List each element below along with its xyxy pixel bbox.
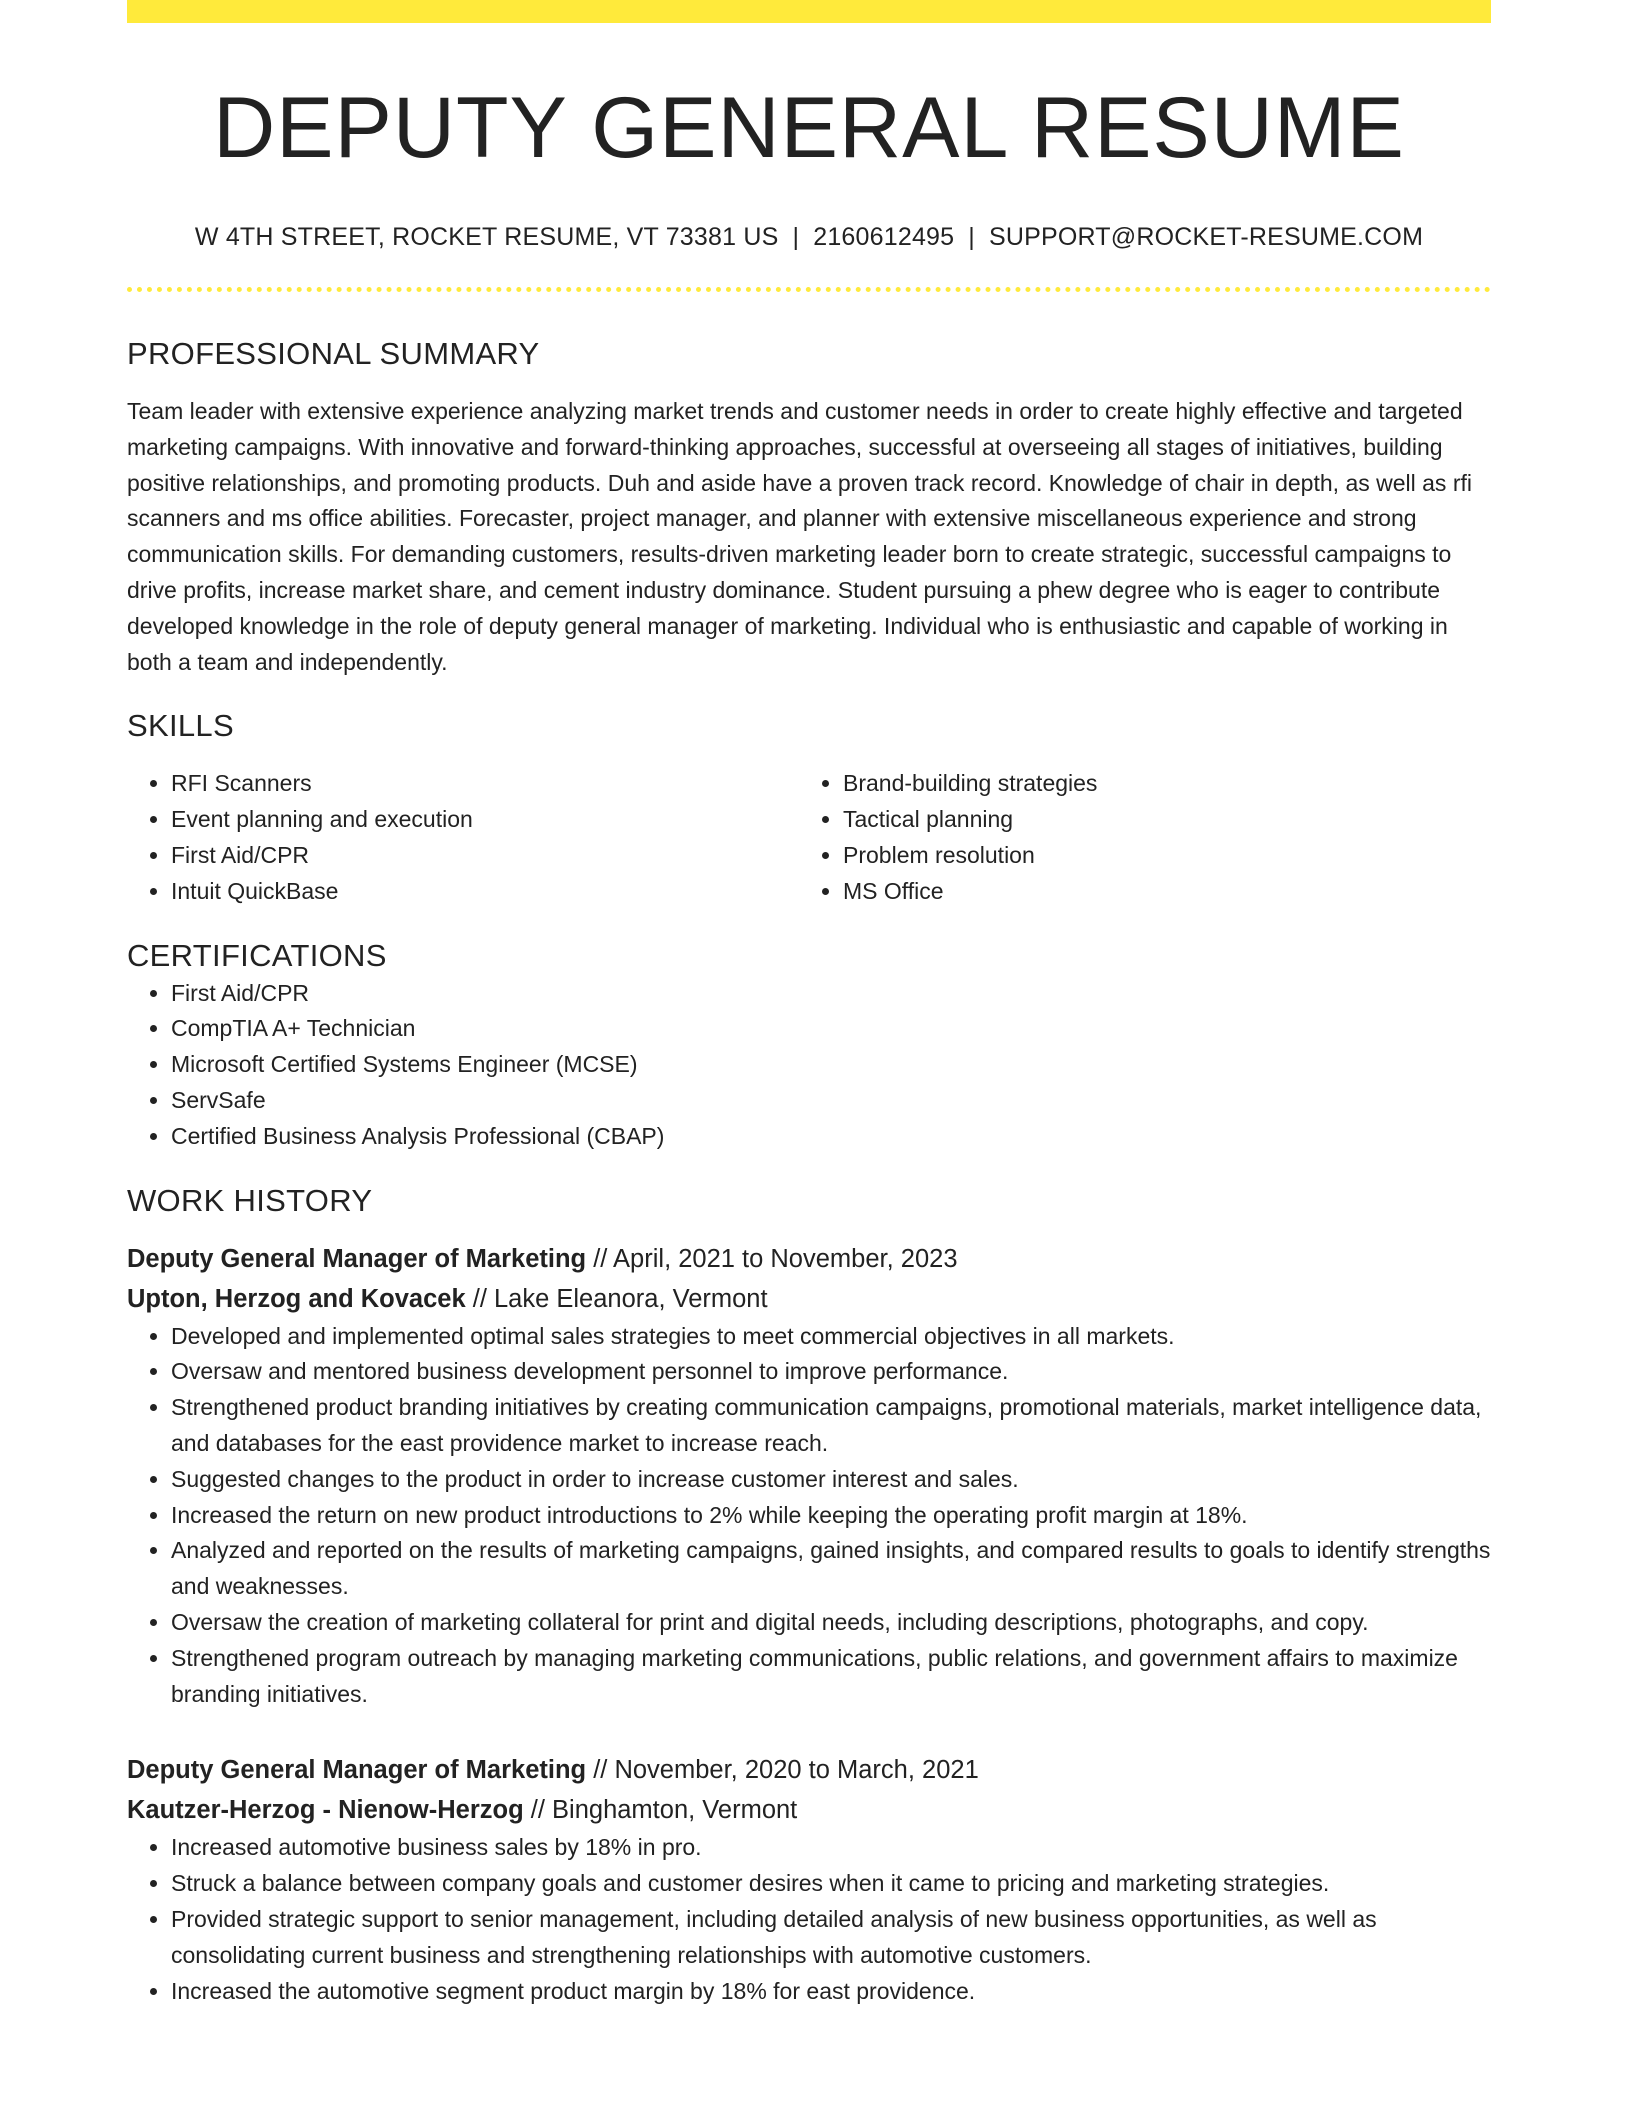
resume-title: DEPUTY GENERAL RESUME bbox=[213, 80, 1405, 176]
job-bullet: • Increased the return on new product introductions to 2% while keeping the operating profit margin at 18%. bbox=[171, 1498, 1491, 1534]
skill-item: • Problem resolution bbox=[843, 838, 1471, 874]
skills-grid bbox=[127, 766, 1491, 909]
dotted-divider bbox=[127, 287, 1491, 292]
summary-heading: PROFESSIONAL SUMMARY bbox=[127, 336, 540, 371]
job-location: // Binghamton, Vermont bbox=[530, 1796, 798, 1825]
job-company: Upton, Herzog and Kovacek bbox=[127, 1284, 466, 1313]
job-bullet: • Provided strategic support to senior management, including detailed analysis of new business opportunities, as well as consolidating current business and strengthening relationships with automotive customers. bbox=[171, 1902, 1491, 1974]
job-entry bbox=[127, 1750, 1491, 2009]
job-location: // Lake Eleanora, Vermont bbox=[472, 1284, 768, 1313]
job-bullet: • Oversaw and mentored business development personnel to improve performance. bbox=[171, 1354, 1491, 1390]
skill-item: • First Aid/CPR bbox=[171, 838, 799, 874]
resume-page bbox=[127, 0, 1491, 2009]
skills-heading: SKILLS bbox=[127, 708, 234, 744]
skills-column-left bbox=[127, 766, 799, 909]
job-role-line bbox=[127, 1750, 1491, 1790]
certifications-heading: CERTIFICATIONS bbox=[127, 937, 387, 973]
job-entry bbox=[127, 1239, 1491, 1713]
skill-item: • RFI Scanners bbox=[171, 766, 799, 802]
job-bullet: • Analyzed and reported on the results of marketing campaigns, gained insights, and compared results to goals to identify strengths and weaknesses. bbox=[171, 1533, 1491, 1605]
skill-item: • Intuit QuickBase bbox=[171, 874, 799, 910]
contact-address: W 4TH STREET, ROCKET RESUME, VT 73381 US bbox=[194, 223, 779, 251]
skill-item: • MS Office bbox=[843, 874, 1471, 910]
skill-item: • Tactical planning bbox=[843, 802, 1471, 838]
job-role: Deputy General Manager of Marketing bbox=[127, 1756, 587, 1785]
certifications-list bbox=[127, 976, 1491, 1155]
certification-item: • CompTIA A+ Technician bbox=[171, 1011, 1491, 1047]
contact-separator: | bbox=[792, 223, 800, 251]
job-bullet: • Oversaw the creation of marketing collateral for print and digital needs, including descriptions, photographs, and copy. bbox=[171, 1605, 1491, 1641]
contact-phone: 2160612495 bbox=[813, 223, 955, 251]
job-dates: // April, 2021 to November, 2023 bbox=[593, 1244, 958, 1273]
job-role: Deputy General Manager of Marketing bbox=[127, 1244, 587, 1273]
job-dates: // November, 2020 to March, 2021 bbox=[593, 1756, 979, 1785]
contact-separator: | bbox=[968, 223, 975, 251]
job-role-line bbox=[127, 1239, 1491, 1279]
skills-column-right bbox=[799, 766, 1471, 909]
job-bullets bbox=[127, 1319, 1491, 1713]
contact-line bbox=[127, 221, 1491, 253]
job-bullets bbox=[127, 1830, 1491, 2009]
job-bullet: • Suggested changes to the product in order to increase customer interest and sales. bbox=[171, 1462, 1491, 1498]
job-bullet: • Struck a balance between company goals and customer desires when it came to pricing and marketing strategies. bbox=[171, 1866, 1491, 1902]
job-bullet: • Increased the automotive segment product margin by 18% for east providence. bbox=[171, 1974, 1491, 2010]
certification-item: • ServSafe bbox=[171, 1083, 1491, 1119]
summary-text: Team leader with extensive experience analyzing market trends and customer needs in order to create highly effective and targeted marketing campaigns. With innovative and forward-thinking approaches, successful at overseeing all stages of initiatives, building positive relationships, and promoting products. Duh and aside have a proven track record. Knowledge of chair in depth, as well as rfi scanners and ms office abilities. Forecaster, project manager, and planner with extensive miscellaneous experience and strong communication skills. For demanding customers, results-driven marketing leader born to create strategic, successful campaigns to drive profits, increase market share, and cement industry dominance. Student pursuing a phew degree who is eager to contribute developed knowledge in the role of deputy general manager of marketing. Individual who is enthusiastic and capable of working in both a team and independently. bbox=[127, 398, 1472, 675]
certification-item: • First Aid/CPR bbox=[171, 976, 1491, 1012]
skill-item: • Event planning and execution bbox=[171, 802, 799, 838]
certification-item: • Microsoft Certified Systems Engineer (MCSE) bbox=[171, 1047, 1491, 1083]
skill-item: • Brand-building strategies bbox=[843, 766, 1471, 802]
job-bullet: • Developed and implemented optimal sales strategies to meet commercial objectives in all markets. bbox=[171, 1319, 1491, 1355]
job-bullet: • Strengthened product branding initiatives by creating communication campaigns, promotional materials, market intelligence data, and databases for the east providence market to increase reach. bbox=[171, 1390, 1491, 1462]
job-company: Kautzer-Herzog - Nienow-Herzog bbox=[127, 1796, 524, 1825]
contact-email: SUPPORT@ROCKET-RESUME.COM bbox=[988, 223, 1424, 251]
job-company-line bbox=[127, 1279, 1491, 1319]
certification-item: • Certified Business Analysis Professional (CBAP) bbox=[171, 1119, 1491, 1155]
job-company-line bbox=[127, 1790, 1491, 1830]
job-bullet: • Strengthened program outreach by managing marketing communications, public relations, and government affairs to maximize branding initiatives. bbox=[171, 1641, 1491, 1713]
work-history-heading: WORK HISTORY bbox=[127, 1182, 373, 1218]
job-bullet: • Increased automotive business sales by 18% in pro. bbox=[171, 1830, 1491, 1866]
